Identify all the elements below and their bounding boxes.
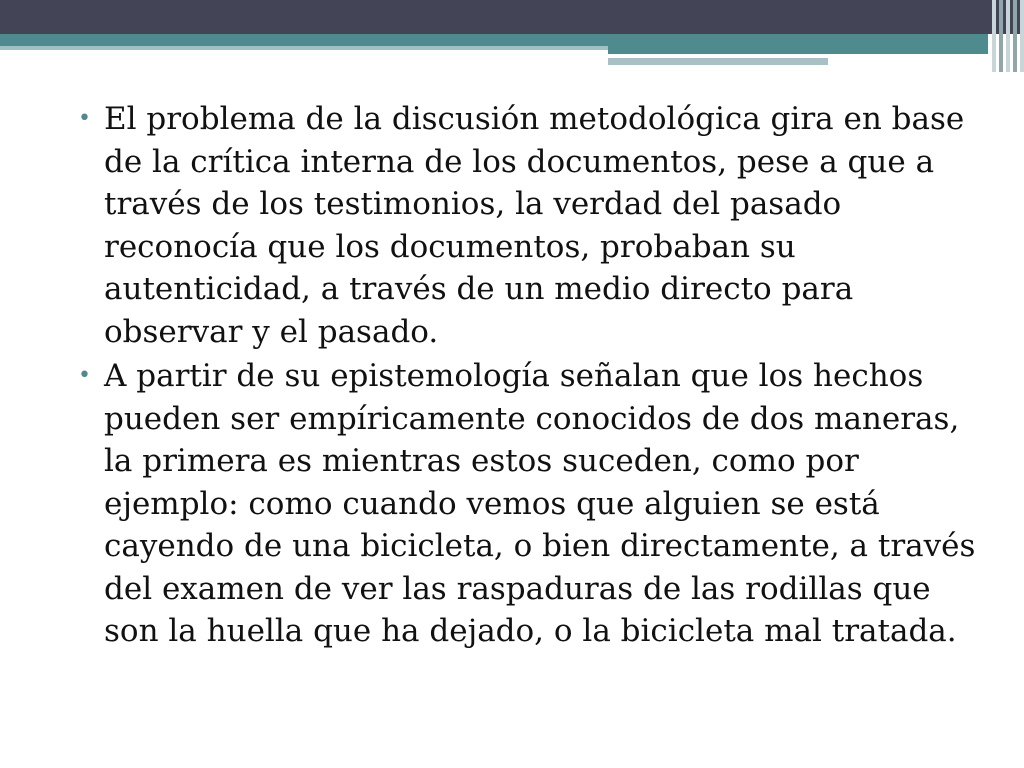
header-band-teal-light — [0, 46, 610, 50]
slide-body — [78, 98, 978, 655]
header-band-right-line — [608, 54, 948, 57]
vertical-strip — [992, 0, 996, 72]
header-band-teal — [0, 34, 610, 46]
header-band-right-gray — [608, 58, 828, 65]
bullet-list — [78, 98, 978, 653]
bullet-item — [78, 98, 978, 353]
header-band-dark — [0, 0, 1024, 34]
bullet-icon: • — [78, 363, 91, 388]
header-band-right-teal — [608, 34, 988, 54]
header-vertical-strips — [988, 0, 1024, 72]
vertical-strip — [1020, 0, 1024, 72]
bullet-item — [78, 355, 978, 653]
bullet-icon: • — [78, 106, 91, 131]
vertical-strip — [999, 0, 1003, 72]
bullet-text: El problema de la discusión metodológica gira en base de la crítica interna de los documentos, pese a que a través de los testimonios, la verdad del pasado reconocía que los documentos, probaban su autenticidad, a través de un medio directo para observar y el pasado. — [104, 101, 965, 350]
vertical-strip — [1006, 0, 1010, 72]
bullet-text: A partir de su epistemología señalan que los hechos pueden ser empíricamente conocidos de dos maneras, la primera es mientras estos suceden, como por ejemplo: como cuando vemos que alguien se está cayendo de una bicicleta, o bien directamente, a través del examen de ver las raspaduras de las rodillas que son la huella que ha dejado, o la bicicleta mal tratada. — [104, 358, 976, 649]
vertical-strip — [1013, 0, 1017, 72]
